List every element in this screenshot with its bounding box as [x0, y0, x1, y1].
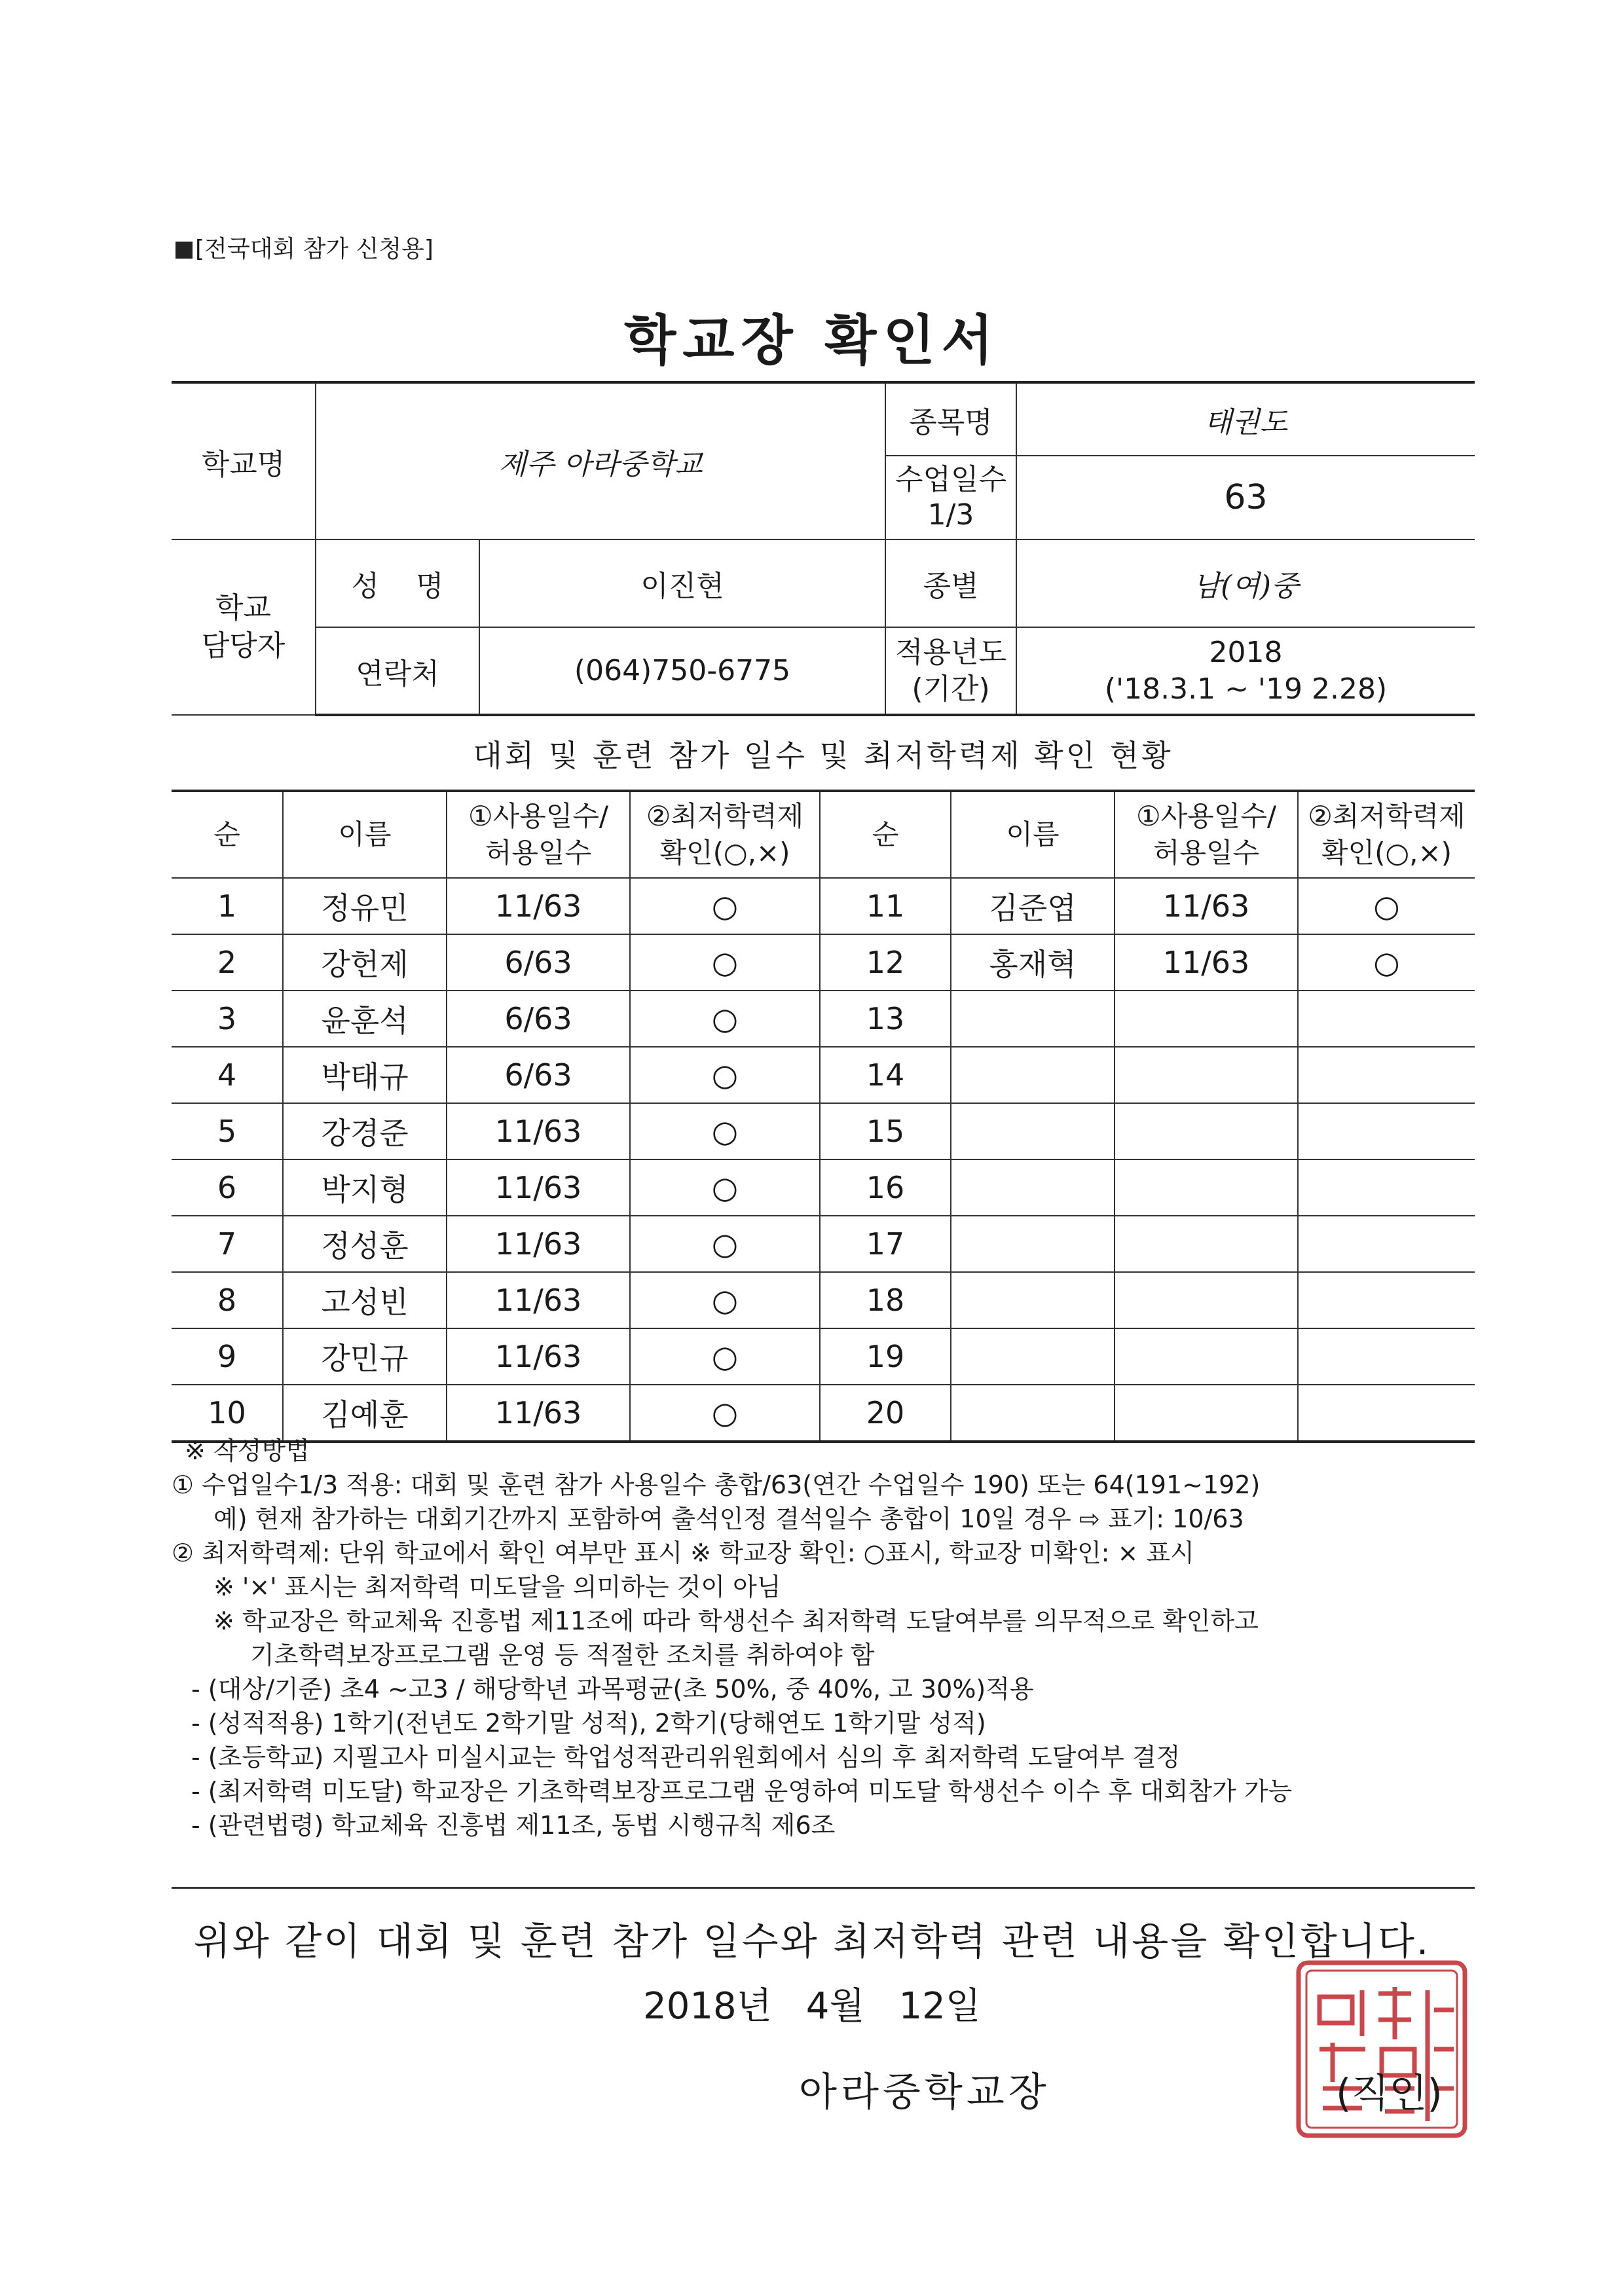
cell-check: [1298, 1272, 1475, 1328]
sport-value: 태권도: [1016, 382, 1475, 456]
cell-days: [1115, 1103, 1298, 1159]
cell-name: [951, 1103, 1115, 1159]
class-days-label: 수업일수 1/3: [885, 456, 1016, 539]
note-2: ② 최저학력제: 단위 학교에서 확인 여부만 표시 ※ 학교장 확인: ○표시, 학교장 미확인: × 표시: [172, 1539, 1194, 1567]
cell-no: 13: [820, 991, 951, 1047]
cell-check: [1298, 991, 1475, 1047]
cell-days: 11/63: [447, 1385, 630, 1442]
cell-no: 18: [820, 1272, 951, 1328]
cell-name: 고성빈: [283, 1272, 447, 1328]
cell-no: 9: [172, 1328, 283, 1385]
cell-name: 김예훈: [283, 1385, 447, 1442]
cell-no: 7: [172, 1216, 283, 1272]
table-row: [172, 1216, 1475, 1272]
cell-check: [1298, 1216, 1475, 1272]
cell-days: 6/63: [447, 1047, 630, 1103]
cell-days: 11/63: [447, 1159, 630, 1216]
table-row: [172, 1047, 1475, 1103]
cell-check: ○: [1298, 934, 1475, 991]
cell-name: [951, 1047, 1115, 1103]
cell-days: 11/63: [447, 878, 630, 934]
contact-value: (064)750-6775: [479, 627, 885, 715]
section-title: 대회 및 훈련 참가 일수 및 최저학력제 확인 현황: [473, 738, 1173, 773]
year-label: 적용년도 (기간): [885, 627, 1016, 715]
name-value: 이진현: [479, 539, 885, 627]
detail-1: - (대상/기준) 초4 ~고3 / 해당학년 과목평균(초 50%, 중 40%, 고 30%)적용: [191, 1675, 1034, 1704]
cell-check: ○: [630, 1159, 820, 1216]
instructions: [172, 1434, 1475, 1842]
cell-check: ○: [630, 1047, 820, 1103]
school-label: 학교명: [172, 382, 316, 539]
cell-days: [1115, 1047, 1298, 1103]
table-header-row: [172, 791, 1475, 878]
page-title: 학교장 확인서: [624, 310, 1000, 372]
black-square-icon: [175, 242, 193, 259]
cell-no: 10: [172, 1385, 283, 1442]
header-days: ①사용일수/ 허용일수: [1115, 791, 1298, 878]
cell-days: [1115, 1159, 1298, 1216]
detail-2: - (성적적용) 1학기(전년도 2학기말 성적), 2학기(당해연도 1학기말 성적): [191, 1709, 986, 1738]
note-3: ※ '×' 표시는 최저학력 미도달을 의미하는 것이 아님: [213, 1573, 781, 1601]
gender-value: 남(여)중: [1016, 539, 1475, 627]
cell-check: ○: [630, 991, 820, 1047]
cell-name: 박태규: [283, 1047, 447, 1103]
detail-5: - (관련법령) 학교체육 진흥법 제11조, 동법 시행규칙 제6조: [191, 1811, 836, 1840]
table-row: [172, 878, 1475, 934]
note-1-example: 예) 현재 참가하는 대회기간까지 포함하여 출석인정 결석일수 총합이 10일 경우 ⇨ 표기: 10/63: [213, 1504, 1244, 1533]
cell-check: ○: [630, 1272, 820, 1328]
header-days: ①사용일수/ 허용일수: [447, 791, 630, 878]
cell-name: 윤훈석: [283, 991, 447, 1047]
cell-check: ○: [630, 1385, 820, 1442]
cell-check: [1298, 1047, 1475, 1103]
cell-name: 정유민: [283, 878, 447, 934]
cell-check: ○: [1298, 878, 1475, 934]
divider: [172, 1887, 1475, 1889]
header-check: ②최저학력제 확인(○,×): [630, 791, 820, 878]
name-label: 성 명: [316, 539, 479, 627]
header-check: ②최저학력제 확인(○,×): [1298, 791, 1475, 878]
cell-no: 12: [820, 934, 951, 991]
cell-name: 김준엽: [951, 878, 1115, 934]
header-name: 이름: [951, 791, 1115, 878]
cell-no: 5: [172, 1103, 283, 1159]
cell-no: 15: [820, 1103, 951, 1159]
cell-name: 강헌제: [283, 934, 447, 991]
cell-no: 14: [820, 1047, 951, 1103]
detail-3: - (초등학교) 지필고사 미실시교는 학업성적관리위원회에서 심의 후 최저학력 도달여부 결정: [191, 1743, 1181, 1772]
cell-days: [1115, 1385, 1298, 1442]
cell-days: [1115, 1328, 1298, 1385]
cell-check: [1298, 1103, 1475, 1159]
cell-days: 11/63: [1115, 934, 1298, 991]
header-no: 순: [172, 791, 283, 878]
class-days-value: 63: [1016, 456, 1475, 539]
school-info-table: [172, 381, 1475, 716]
cell-check: ○: [630, 1216, 820, 1272]
cell-name: 강민규: [283, 1328, 447, 1385]
notes-heading: ※ 작성방법: [185, 1436, 310, 1465]
header-no: 순: [820, 791, 951, 878]
principal-name: 아라중학교장: [799, 2069, 1050, 2115]
sport-label: 종목명: [885, 382, 1016, 456]
cell-days: 11/63: [447, 1272, 630, 1328]
table-row: [172, 934, 1475, 991]
note-4-cont: 기초학력보장프로그램 운영 등 적절한 조치를 취하여야 함: [250, 1641, 875, 1669]
table-row: [172, 1272, 1475, 1328]
cell-days: [1115, 991, 1298, 1047]
cell-name: [951, 991, 1115, 1047]
cell-no: 3: [172, 991, 283, 1047]
cell-name: 정성훈: [283, 1216, 447, 1272]
table-row: [172, 1159, 1475, 1216]
cell-no: 8: [172, 1272, 283, 1328]
cell-days: 6/63: [447, 991, 630, 1047]
year-value: 2018 ('18.3.1 ~ '19 2.28): [1016, 627, 1475, 715]
note-4: ※ 학교장은 학교체육 진흥법 제11조에 따라 학생선수 최저학력 도달여부를 의무적으로 확인하고: [213, 1607, 1259, 1635]
cell-days: 11/63: [447, 1103, 630, 1159]
note-1: ① 수업일수1/3 적용: 대회 및 훈련 참가 사용일수 총합/63(연간 수업일수 190) 또는 64(191~192): [172, 1470, 1261, 1499]
school-value: 제주 아라중학교: [316, 382, 885, 539]
cell-check: [1298, 1385, 1475, 1442]
cell-days: 11/63: [447, 1216, 630, 1272]
cell-name: [951, 1385, 1115, 1442]
table-row: [172, 1103, 1475, 1159]
cell-name: 박지형: [283, 1159, 447, 1216]
cell-check: ○: [630, 1328, 820, 1385]
issue-date: 2018년 4월 12일: [643, 1985, 981, 2028]
cell-no: 2: [172, 934, 283, 991]
table-row: [172, 991, 1475, 1047]
gender-label: 종별: [885, 539, 1016, 627]
form-label: [전국대회 참가 신청용]: [175, 230, 434, 264]
detail-4: - (최저학력 미도달) 학교장은 기초학력보장프로그램 운영하여 미도달 학생선수 이수 후 대회참가 가능: [191, 1777, 1293, 1806]
manager-label: 학교 담당자: [172, 539, 316, 715]
cell-no: 4: [172, 1047, 283, 1103]
cell-check: [1298, 1159, 1475, 1216]
cell-name: 홍재혁: [951, 934, 1115, 991]
cell-days: 6/63: [447, 934, 630, 991]
cell-check: ○: [630, 934, 820, 991]
header-name: 이름: [283, 791, 447, 878]
cell-no: 17: [820, 1216, 951, 1272]
cell-name: [951, 1159, 1115, 1216]
cell-name: 강경준: [283, 1103, 447, 1159]
seal-label: (직인): [1336, 2071, 1443, 2117]
cell-days: [1115, 1272, 1298, 1328]
cell-check: ○: [630, 878, 820, 934]
cell-no: 16: [820, 1159, 951, 1216]
cell-days: 11/63: [447, 1328, 630, 1385]
cell-no: 11: [820, 878, 951, 934]
confirmation-text: 위와 같이 대회 및 훈련 참가 일수와 최저학력 관련 내용을 확인합니다.: [193, 1919, 1431, 1963]
cell-name: [951, 1328, 1115, 1385]
cell-no: 1: [172, 878, 283, 934]
cell-no: 20: [820, 1385, 951, 1442]
cell-check: [1298, 1328, 1475, 1385]
cell-no: 6: [172, 1159, 283, 1216]
cell-check: ○: [630, 1103, 820, 1159]
cell-no: 19: [820, 1328, 951, 1385]
table-row: [172, 1385, 1475, 1442]
participation-table: [172, 790, 1475, 1443]
cell-days: 11/63: [1115, 878, 1298, 934]
contact-label: 연락처: [316, 627, 479, 715]
cell-name: [951, 1216, 1115, 1272]
table-row: [172, 1328, 1475, 1385]
cell-name: [951, 1272, 1115, 1328]
cell-days: [1115, 1216, 1298, 1272]
